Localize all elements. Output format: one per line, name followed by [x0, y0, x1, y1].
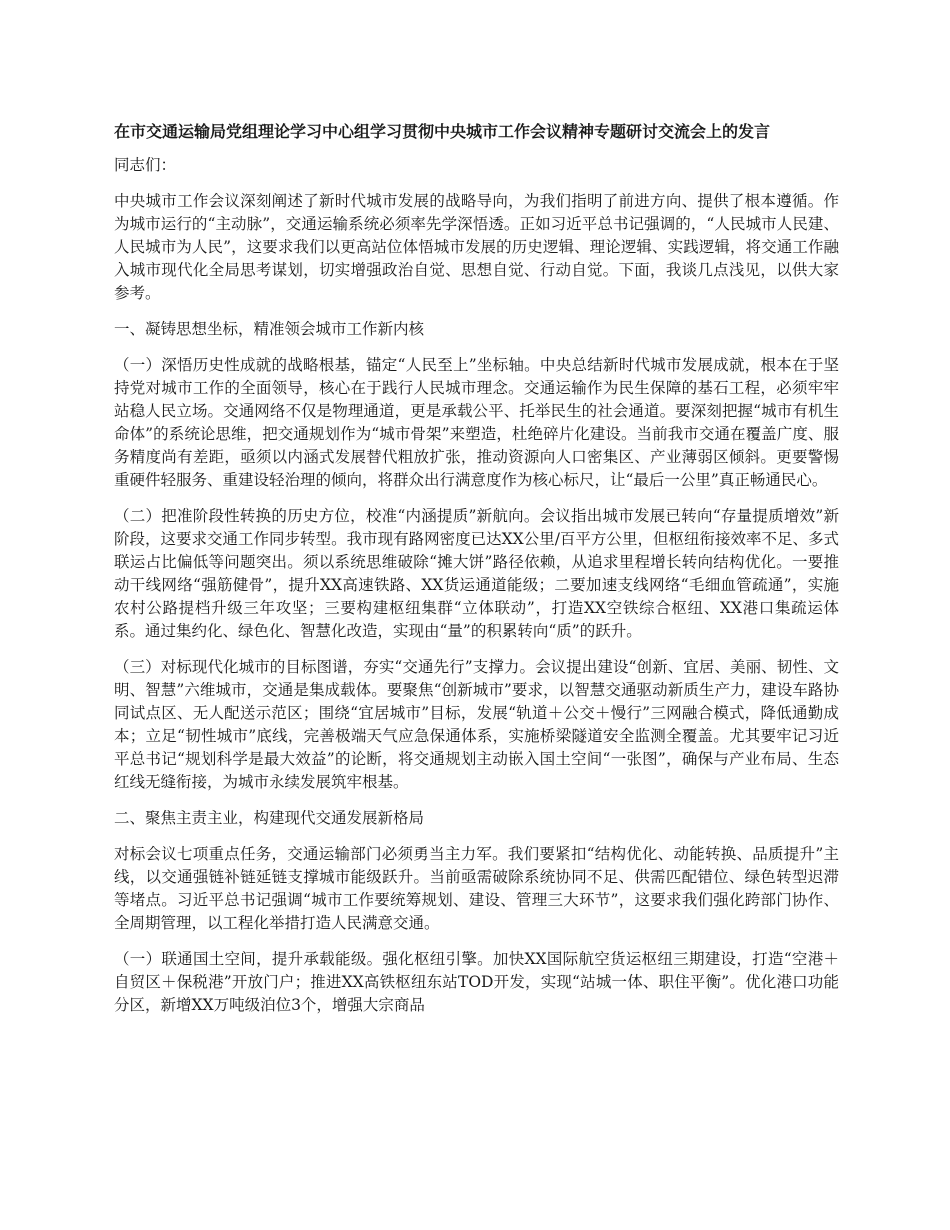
document-title: 在市交通运输局党组理论学习中心组学习贯彻中央城市工作会议精神专题研讨交流会上的发言: [114, 122, 771, 141]
intro-paragraph: 中央城市工作会议深刻阐述了新时代城市发展的战略导向，为我们指明了前进方向、提供了根本遵循。作为城市运行的“主动脉”，交通运输系统必须率先学深悟透。正如习近平总书记强调的，“人民城市人民建、人民城市为人民”，这要求我们以更高站位体悟城市发展的历史逻辑、理论逻辑、实践逻辑，将交通工作融入城市现代化全局思考谋划，切实增强政治自觉、思想自觉、行动自觉。下面，我谈几点浅见，以供大家参考。: [114, 192, 839, 302]
section-2-paragraph-1: （一）联通国土空间，提升承载能级。强化枢纽引擎。加快XX国际航空货运枢纽三期建设，打造“空港＋自贸区＋保税港”开放门户；推进XX高铁枢纽东站TOD开发，实现“站城一体、职住平衡”。优化港口功能分区，新增XX万吨级泊位3个，增强大宗商品: [114, 950, 839, 1014]
section-1-paragraph-3: （三）对标现代化城市的目标图谱，夯实“交通先行”支撑力。会议提出建设“创新、宜居、美丽、韧性、文明、智慧”六维城市，交通是集成载体。要聚焦“创新城市”要求，以智慧交通驱动新质生产力，建设车路协同试点区、无人配送示范区；围绕“宜居城市”目标，发展“轨道＋公交＋慢行”三网融合模式，降低通勤成本；立足“韧性城市”底线，完善极端天气应急保通体系，实施桥梁隧道安全监测全覆盖。尤其要牢记习近平总书记“规划科学是最大效益”的论断，将交通规划主动嵌入国土空间“一张图”，确保与产业布局、生态红线无缝衔接，为城市永续发展筑牢根基。: [114, 658, 839, 791]
salutation: 同志们：: [114, 156, 177, 174]
section-2-intro-paragraph: 对标会议七项重点任务，交通运输部门必须勇当主力军。我们要紧扣“结构优化、动能转换、品质提升”主线，以交通强链补链延链支撑城市能级跃升。当前亟需破除系统协同不足、供需匹配错位、绿色转型迟滞等堵点。习近平总书记强调“城市工作要统筹规划、建设、管理三大环节”，这要求我们强化跨部门协作、全周期管理，以工程化举措打造人民满意交通。: [114, 845, 839, 932]
section-2-heading: 二、聚焦主责主业，构建现代交通发展新格局: [114, 809, 425, 827]
section-1-paragraph-1: （一）深悟历史性成就的战略根基，锚定“人民至上”坐标轴。中央总结新时代城市发展成就，根本在于坚持党对城市工作的全面领导，核心在于践行人民城市理念。交通运输作为民生保障的基石工程，必须牢牢站稳人民立场。交通网络不仅是物理通道，更是承载公平、托举民生的社会通道。要深刻把握“城市有机生命体”的系统论思维，把交通规划作为“城市骨架”来塑造，杜绝碎片化建设。当前我市交通在覆盖广度、服务精度尚有差距，亟须以内涵式发展替代粗放扩张，推动资源向人口密集区、产业薄弱区倾斜。更要警惕重硬件轻服务、重建设轻治理的倾向，将群众出行满意度作为核心标尺，让“最后一公里”真正畅通民心。: [114, 356, 839, 489]
document-page: [114, 120, 839, 1030]
section-1-paragraph-2: （二）把准阶段性转换的历史方位，校准“内涵提质”新航向。会议指出城市发展已转向“存量提质增效”新阶段，这要求交通工作同步转型。我市现有路网密度已达XX公里/百平方公里，但枢纽衔接效率不足、多式联运占比偏低等问题突出。须以系统思维破除“摊大饼”路径依赖，从追求里程增长转向结构优化。一要推动干线网络“强筋健骨”，提升XX高速铁路、XX货运通道能级；二要加速支线网络“毛细血管疏通”，实施农村公路提档升级三年攻坚；三要构建枢纽集群“立体联动”，打造XX空铁综合枢纽、XX港口集疏运体系。通过集约化、绿色化、智慧化改造，实现由“量”的积累转向“质”的跃升。: [114, 507, 839, 640]
section-1-heading: 一、凝铸思想坐标，精准领会城市工作新内核: [114, 320, 425, 338]
